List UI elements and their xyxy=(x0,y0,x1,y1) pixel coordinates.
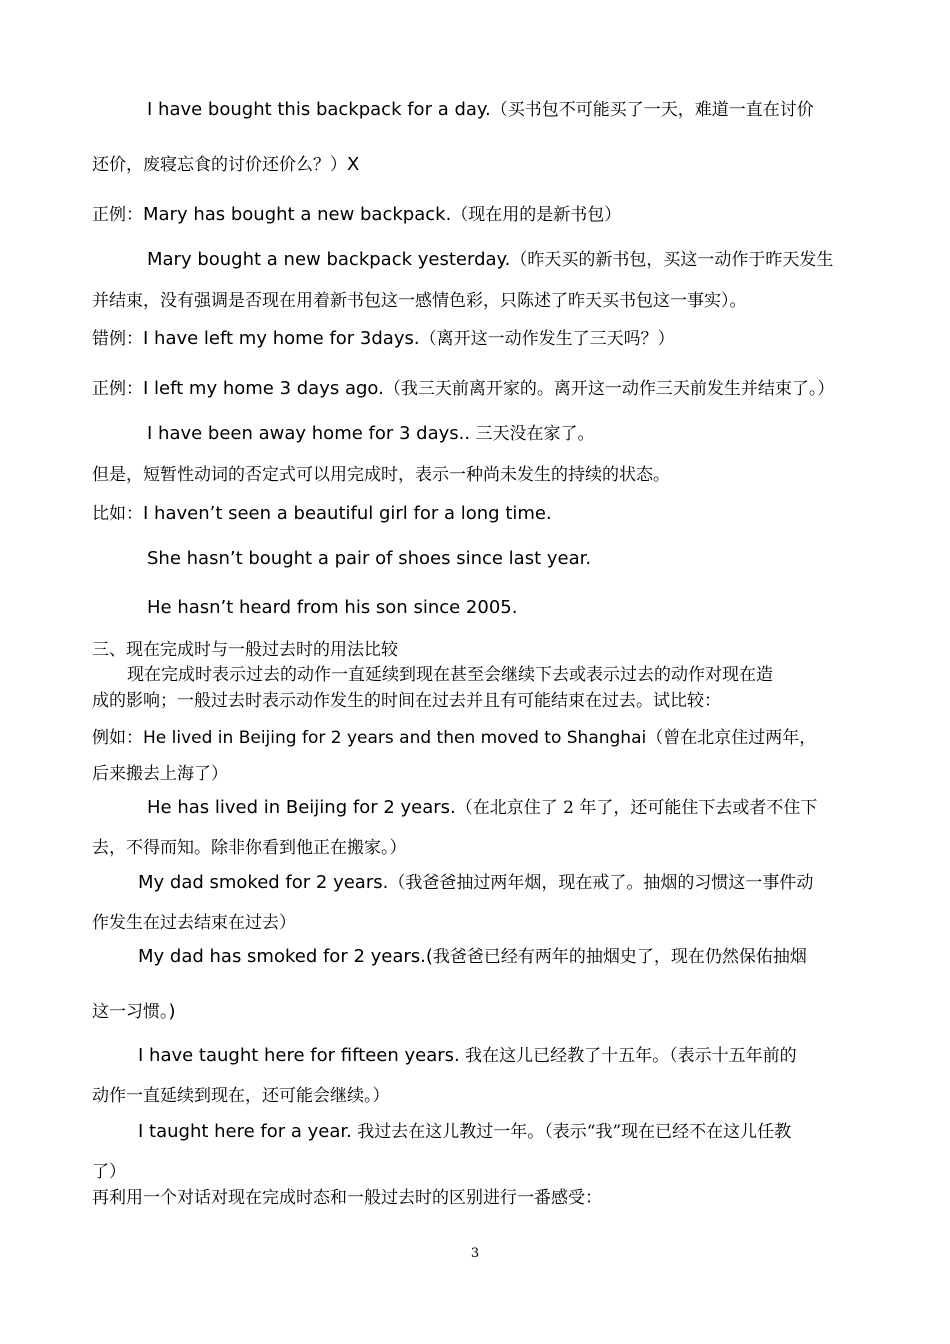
text-line: 比如：I haven’t seen a beautiful girl for a long time. xyxy=(92,503,552,524)
text-line: 这一习惯。) xyxy=(92,1001,176,1022)
text-line: 了） xyxy=(92,1162,126,1182)
text-line: He has lived in Beijing for 2 years.（在北京住了 2 年了，还可能住下去或者不住下 xyxy=(147,797,818,818)
text-line: He hasn’t heard from his son since 2005. xyxy=(147,597,518,618)
text-line: I taught here for a year. 我过去在这儿教过一年。（表示“我”现在已经不在这儿任教 xyxy=(138,1121,792,1142)
text-line: 并结束，没有强调是否现在用着新书包这一感情色彩，只陈述了昨天买书包这一事实）。 xyxy=(92,291,747,311)
text-line: 再利用一个对话对现在完成时态和一般过去时的区别进行一番感受： xyxy=(92,1188,602,1208)
text-line: My dad has smoked for 2 years.(我爸爸已经有两年的抽烟史了，现在仍然保佑抽烟 xyxy=(138,946,807,967)
text-line: 但是，短暂性动词的否定式可以用完成时，表示一种尚未发生的持续的状态。 xyxy=(92,465,670,485)
text-line: 还价，废寝忘食的讨价还价么？）X xyxy=(92,154,360,175)
text-line: 作发生在过去结束在过去） xyxy=(92,913,296,933)
text-line: 正例：I left my home 3 days ago.（我三天前离开家的。离开这一动作三天前发生并结束了。） xyxy=(92,378,835,399)
text-line: My dad smoked for 2 years.（我爸爸抽过两年烟，现在戒了。抽烟的习惯这一事件动 xyxy=(138,872,814,893)
text-line: 错例：I have left my home for 3days.（离开这一动作发生了三天吗？） xyxy=(92,328,675,349)
section-heading: 三、现在完成时与一般过去时的用法比较 xyxy=(92,640,398,660)
text-line: I have been away home for 3 days.. 三天没在家了。 xyxy=(147,423,595,444)
text-line: 成的影响；一般过去时表示动作发生的时间在过去并且有可能结束在过去。试比较： xyxy=(92,691,721,711)
text-line: I have taught here for fifteen years. 我在这儿已经教了十五年。（表示十五年前的 xyxy=(138,1045,797,1066)
text-line: 动作一直延续到现在，还可能会继续。） xyxy=(92,1086,390,1106)
text-line: 正例：Mary has bought a new backpack.（现在用的是新书包） xyxy=(92,204,622,225)
text-line: Mary bought a new backpack yesterday.（昨天买的新书包，买这一动作于昨天发生 xyxy=(147,249,834,270)
text-line: 例如：He lived in Beijing for 2 years and then moved to Shanghai（曾在北京住过两年， xyxy=(92,728,817,748)
text-line: I have bought this backpack for a day.（买书包不可能买了一天，难道一直在讨价 xyxy=(147,99,814,120)
text-line: She hasn’t bought a pair of shoes since last year. xyxy=(147,548,592,569)
text-line: 去，不得而知。除非你看到他正在搬家。） xyxy=(92,838,407,858)
text-line: 后来搬去上海了） xyxy=(92,764,228,784)
text-line: 现在完成时表示过去的动作一直延续到现在甚至会继续下去或表示过去的动作对现在造 xyxy=(127,665,773,685)
page-number: 3 xyxy=(470,1246,480,1261)
